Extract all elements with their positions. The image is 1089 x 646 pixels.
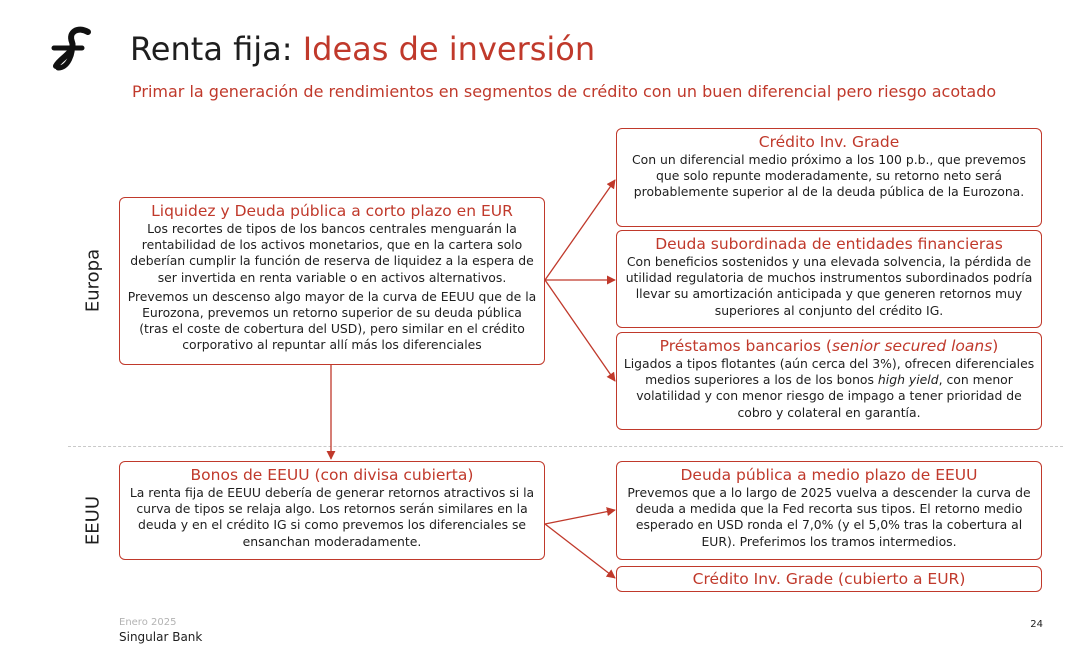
europe-liquidity-text-2: Prevemos un descenso algo mayor de la curva de EEUU que de la Eurozona, prevemos un retorno superior de su deuda pública (tras el coste de cobertura del USD), pero similar en el crédito corporativo al repuntar allí más los diferenciales: [127, 288, 537, 353]
us-bonds-text: La renta fija de EEUU debería de generar retornos atractivos si la curva de tipos se relaja algo. Los retornos serán similares en la deuda y en el crédito IG si como prevemos los diferenciales se ensanchan moderadamente.: [129, 485, 535, 549]
page-title-highlight: Ideas de inversión: [302, 30, 596, 68]
europe-bank-loans-box: [616, 332, 1042, 430]
europe-bank-loans-text: Ligados a tipos flotantes (aún cerca del 3%), ofrecen diferenciales medios superiores a los de los bonos high yield, con menor volatilidad y con menor riesgo de impago a tener prioridad de cobro y colateral en garantía.: [623, 356, 1035, 420]
europe-subordinated-debt-title: Deuda subordinada de entidades financieras: [655, 235, 1003, 253]
page-subtitle: Primar la generación de rendimientos en segmentos de crédito con un buen diferencial pero riesgo acotado: [132, 82, 997, 101]
region-label-us: EEUU: [82, 495, 104, 546]
arrow-to-ig: [545, 180, 615, 280]
arrow-to-us-ig: [545, 524, 615, 578]
footer-date: Enero 2025: [119, 617, 177, 628]
us-bonds-box: [119, 461, 545, 560]
arrow-to-loans: [545, 280, 615, 381]
page-title-prefix: Renta fija:: [130, 30, 303, 68]
europe-bank-loans-title: Préstamos bancarios (senior secured loans): [659, 337, 999, 355]
europe-liquidity-title: Liquidez y Deuda pública a corto plazo en EUR: [151, 202, 513, 220]
europe-credit-ig-box: [616, 128, 1042, 227]
us-government-debt-box: [616, 461, 1042, 560]
us-government-debt-text: Prevemos que a lo largo de 2025 vuelva a descender la curva de deuda a medida que la Fed recorta sus tipos. El retorno medio esperado en USD ronda el 7,0% (y el 5,0% tras la cobertura al EUR). Preferimos los tramos intermedios.: [627, 485, 1031, 549]
us-credit-ig-box: [616, 566, 1042, 592]
arrow-to-us-gov: [545, 510, 615, 524]
europe-subordinated-debt-box: [616, 230, 1042, 328]
us-government-debt-title: Deuda pública a medio plazo de EEUU: [680, 466, 978, 484]
europe-credit-ig-title: Crédito Inv. Grade: [758, 133, 900, 151]
europe-credit-ig-text: Con un diferencial medio próximo a los 100 p.b., que prevemos que solo repunte moderadamente, su retorno neto será probablemente superior al de la deuda pública de la Eurozona.: [632, 152, 1026, 200]
region-label-europe: Europa: [82, 248, 104, 313]
singular-bank-logo-icon: [48, 24, 100, 72]
footer-bank-name: Singular Bank: [119, 630, 203, 644]
page-title: [130, 30, 595, 68]
region-divider: [68, 446, 1063, 447]
page-number: 24: [1030, 619, 1043, 630]
europe-subordinated-debt-text: Con beneficios sostenidos y una elevada solvencia, la pérdida de utilidad regulatoria de muchos instrumentos subordinados podría llevar su amortización anticipada y que generen retornos muy superiores al conjunto del crédito IG.: [625, 254, 1033, 318]
us-bonds-title: Bonos de EEUU (con divisa cubierta): [190, 466, 474, 484]
europe-liquidity-text-1: Los recortes de tipos de los bancos centrales menguarán la rentabilidad de los activos monetarios, que en la cartera solo deberían cumplir la función de reserva de liquidez a la espera de ser invertida en renta variable o en activos alternativos.: [130, 221, 534, 285]
us-credit-ig-title: Crédito Inv. Grade (cubierto a EUR): [692, 570, 966, 588]
europe-liquidity-box: [119, 197, 545, 365]
